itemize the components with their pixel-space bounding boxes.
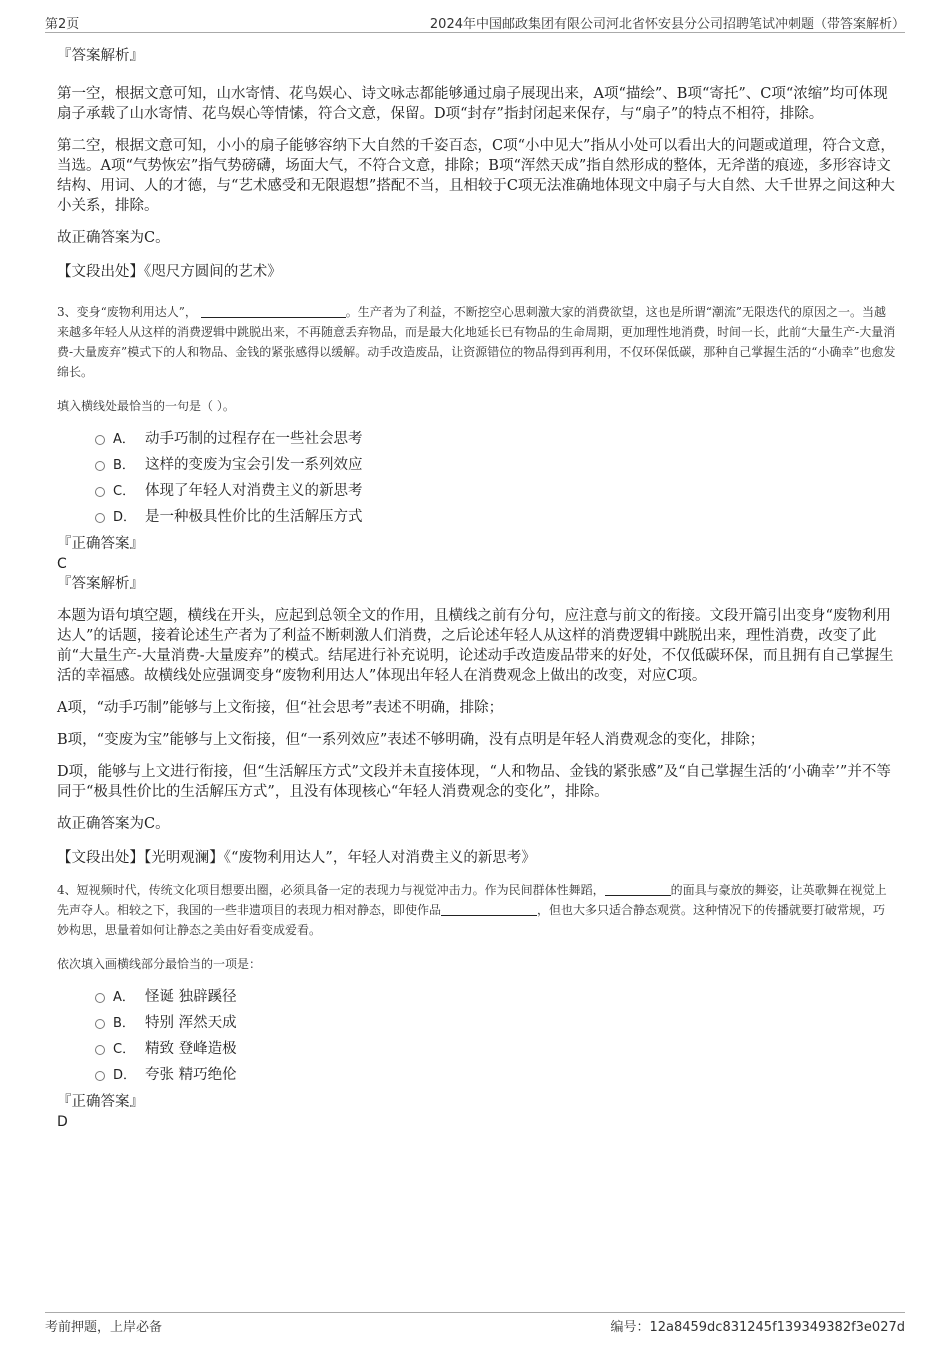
radio-icon[interactable] [95,993,105,1003]
question-3-stem [57,302,897,382]
document-title: 2024年中国邮政集团有限公司河北省怀安县分公司招聘笔试冲刺题（带答案解析） [429,17,905,32]
option-a[interactable]: A． 怪诞 独辟蹊径 [95,984,897,1010]
document-code [610,1316,905,1335]
analysis-paragraph: 第一空，根据文意可知，山水寄情、花鸟娱心、诗文咏志都能够通过扇子展现出来，A项“描绘”、B项“寄托”、C项“浓缩”均可体现扇子承载了山水寄情、花鸟娱心等情愫，符合文意，保留。D项“封存”指封闭起来保存，与“扇子”的特点不相符，排除。 [57,86,888,122]
analysis-paragraph: D项，能够与上文进行衔接，但“生活解压方式”文段并未直接体现，“人和物品、金钱的紧张感”及“自己掌握生活的‘小确幸’”并不等同于“极具性价比的生活解压方式”，且没有体现核心“年轻人消费观念的变化”，排除。 [57,764,891,800]
radio-icon[interactable] [95,513,105,523]
fill-blank [441,901,537,916]
radio-icon[interactable] [95,1071,105,1081]
correct-answer-heading: 『正确答案』 [57,1094,144,1110]
option-b[interactable]: B． 特别 浑然天成 [95,1010,897,1036]
correct-answer: C [57,556,67,572]
question-stem-text: ，但也大多只适合静态观赏。这种情况下的传播就要打破常规，巧妙构思，思量着如何让静态之美由好看变成爱看。 [57,903,886,937]
option-d[interactable]: D． 是一种极具性价比的生活解压方式 [95,504,897,530]
question-4-stem [57,880,897,940]
code-label: 编号： [610,1320,650,1335]
analysis-heading: 『答案解析』 [57,48,144,64]
radio-icon[interactable] [95,461,105,471]
option-b[interactable]: B． 这样的变废为宝会引发一系列效应 [95,452,897,478]
question-stem-text: 4、短视频时代，传统文化项目想要出圈，必须具备一定的表现力与视觉冲击力。作为民间群体性舞蹈， [57,883,605,897]
passage-source: 【文段出处】【光明观澜】《“废物利用达人”，年轻人对消费主义的新思考》 [57,850,536,866]
options-list [95,984,897,1088]
question-stem-text: 3、变身“废物利用达人”， [57,305,197,319]
footer-slogan: 考前押题，上岸必备 [45,1320,163,1335]
fill-blank [201,303,346,318]
analysis-heading: 『答案解析』 [57,576,144,592]
analysis-paragraph: 第二空，根据文意可知，小小的扇子能够容纳下大自然的千姿百态，C项“小中见大”指从小处可以看出大的问题或道理，符合文意，当选。A项“气势恢宏”指气势磅礴，场面大气，不符合文意，排除；B项“浑然天成”指自然形成的整体，无斧凿的痕迹，多形容诗文结构、用词、人的才德，与“艺术感受和无限遐想”搭配不当，且相较于C项无法准确地体现文中扇子与大自然、大千世界之间这种大小关系，排除。 [57,138,895,214]
page-header [45,10,905,33]
correct-answer-heading: 『正确答案』 [57,536,144,552]
option-c[interactable]: C． 精致 登峰造极 [95,1036,897,1062]
radio-icon[interactable] [95,1045,105,1055]
analysis-conclusion: 故正确答案为C。 [57,816,170,832]
question-prompt: 填入横线处最恰当的一句是（ ）。 [57,399,235,413]
analysis-paragraph: 本题为语句填空题，横线在开头，应起到总领全文的作用，且横线之前有分句，应注意与前文的衔接。文段开篇引出变身“废物利用达人”的话题，接着论述生产者为了利益不断刺激人们消费，之后论述年轻人从这样的消费逻辑中跳脱出来，理性消费，改变了此前“大量生产-大量消费-大量废弃”的模式。结尾进行补充说明，论述动手改造废品带来的好处，不仅低碳环保，而且拥有自己掌握生活的幸福感。故横线处应强调变身“废物利用达人”体现出年轻人在消费观念上做出的改变，对应C项。 [57,608,894,684]
option-a[interactable]: A． 动手巧制的过程存在一些社会思考 [95,426,897,452]
analysis-paragraph: A项，“动手巧制”能够与上文衔接，但“社会思考”表述不明确，排除； [57,700,504,716]
passage-source: 【文段出处】《咫尺方圆间的艺术》 [57,264,282,280]
radio-icon[interactable] [95,487,105,497]
code-value: 12a8459dc831245f139349382f3e027d [649,1320,905,1335]
option-c[interactable]: C． 体现了年轻人对消费主义的新思考 [95,478,897,504]
page-content [57,42,897,1132]
fill-blank [605,881,671,896]
radio-icon[interactable] [95,1019,105,1029]
question-prompt: 依次填入画横线部分最恰当的一项是： [57,957,262,971]
options-list [95,426,897,530]
analysis-conclusion: 故正确答案为C。 [57,230,170,246]
page-number: 第2页 [45,17,80,32]
page-footer [45,1312,905,1335]
analysis-paragraph: B项，“变废为宝”能够与上文衔接，但“一系列效应”表述不够明确，没有点明是年轻人消费观念的变化，排除； [57,732,765,748]
question-stem-text: 的面具与豪放的舞姿，让英歌舞在视觉上先声夺人。相较之下，我国的一些非遗项目的表现力相对静态，即使作品 [57,883,887,917]
radio-icon[interactable] [95,435,105,445]
option-d[interactable]: D． 夸张 精巧绝伦 [95,1062,897,1088]
question-stem-text: 。生产者为了利益，不断挖空心思刺激大家的消费欲望，这也是所谓“潮流”无限迭代的原因之一。当越来越多年轻人从这样的消费逻辑中跳脱出来，不再随意丢弃物品，而是最大化地延长已有物品的生命周期，更加理性地消费，时间一长，此前“大量生产-大量消费-大量废弃”模式下的人和物品、金钱的紧张感得以缓解。动手改造废品，让资源错位的物品得到再利用，不仅环保低碳，那种自己掌握生活的“小确幸”也愈发绵长。 [57,305,896,379]
correct-answer: D [57,1114,68,1130]
